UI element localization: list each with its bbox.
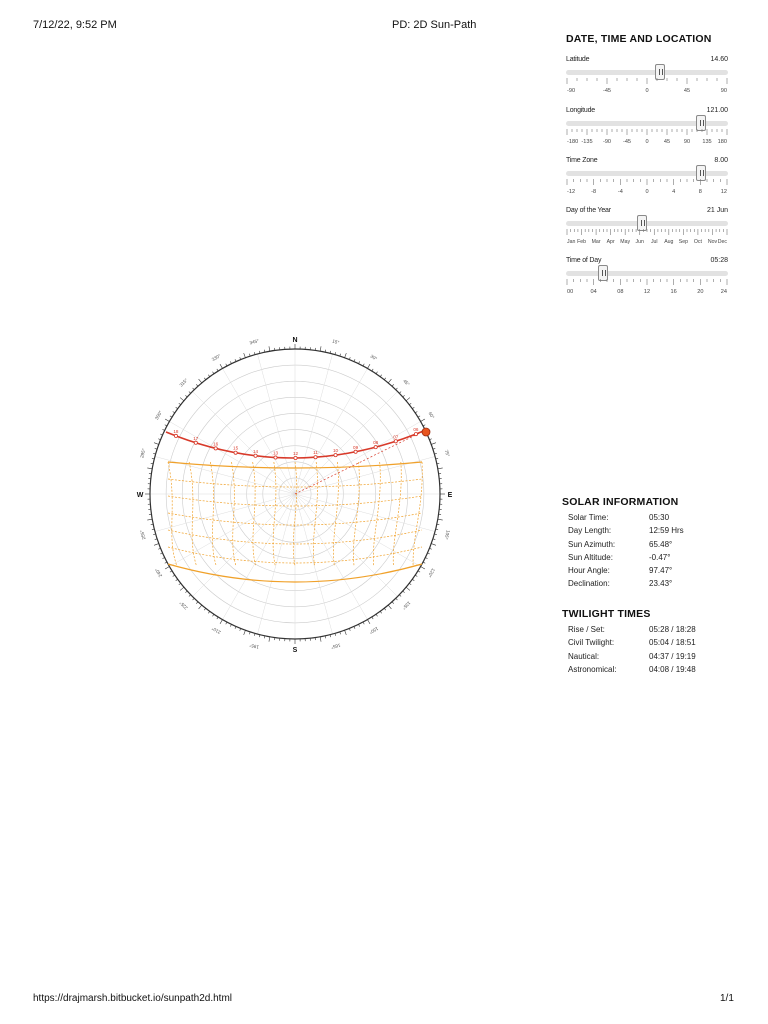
compass-tick — [180, 587, 184, 590]
compass-tick — [388, 605, 391, 609]
compass-tick — [244, 353, 246, 358]
row-label: Hour Angle: — [568, 566, 610, 576]
row-value: 04:08 / 19:48 — [649, 664, 696, 674]
slider-tick-label: 12 — [643, 289, 651, 295]
compass-tick — [199, 379, 202, 383]
footer-page-number: 1/1 — [720, 993, 734, 1004]
row-value: 05:28 / 18:28 — [649, 625, 696, 634]
slider-tick-label: 24 — [720, 289, 727, 295]
compass-tick — [396, 598, 398, 600]
slider-label: Latitude — [566, 56, 590, 63]
footer-url[interactable]: https://drajmarsh.bitbucket.io/sunpath2d.html — [33, 993, 232, 1004]
solar-info-row — [568, 553, 678, 566]
compass-tick — [399, 595, 401, 597]
compass-tick — [176, 579, 178, 580]
compass-tick — [403, 395, 405, 397]
hour-label: 17 — [193, 435, 199, 441]
slider-time-zone[interactable] — [566, 157, 728, 197]
slider-tick-label: 20 — [697, 289, 704, 295]
azimuth-line — [192, 391, 295, 494]
compass-tick — [244, 630, 246, 635]
slider-tick-label: 16 — [670, 289, 677, 295]
slider-tick-label: -45 — [602, 88, 612, 94]
compass-tick — [154, 443, 159, 445]
solar-info-row — [568, 566, 678, 579]
compass-tick — [213, 614, 214, 616]
hour-marker — [414, 432, 417, 435]
slider-tick-label: 4 — [672, 189, 676, 195]
compass-tick — [165, 419, 169, 422]
hour-marker — [354, 450, 357, 453]
slider-tick-label: Sep — [678, 239, 688, 245]
compass-tick — [415, 575, 417, 576]
azimuth-label: 315° — [178, 377, 189, 388]
compass-tick — [409, 403, 411, 405]
compass-tick — [345, 630, 347, 635]
compass-tick — [418, 416, 420, 417]
hour-line — [413, 462, 422, 566]
slider-tick-label: 12 — [720, 189, 727, 195]
twilight-row — [568, 638, 696, 651]
azimuth-label: 255° — [139, 529, 147, 541]
hour-marker — [394, 440, 397, 443]
row-value: 04:37 / 19:19 — [649, 651, 696, 661]
azimuth-label: 210° — [210, 625, 222, 635]
compass-tick — [384, 378, 386, 380]
row-value: 97.47° — [649, 566, 673, 576]
row-label: Rise / Set: — [568, 625, 605, 634]
compass-tick — [165, 567, 169, 570]
compass-tick — [170, 416, 172, 417]
solar-info-row — [568, 579, 678, 592]
compass-tick — [217, 369, 218, 371]
slider-latitude[interactable] — [566, 56, 728, 96]
slider-value: 21 Jun — [706, 207, 728, 214]
slider-tick-label: 00 — [567, 289, 574, 295]
slider-scale — [566, 279, 728, 297]
slider-track[interactable] — [566, 271, 728, 276]
solar-info-row — [568, 540, 678, 553]
compass-tick — [368, 620, 371, 624]
compass-tick — [399, 392, 401, 394]
row-label: Day Length: — [568, 526, 612, 536]
page-title: PD: 2D Sun-Path — [392, 19, 477, 31]
hour-label: 09 — [353, 444, 359, 450]
slider-tick-label: 0 — [645, 189, 649, 195]
hour-marker — [174, 434, 177, 437]
hour-label: 06 — [413, 427, 419, 433]
azimuth-label: 150° — [368, 625, 380, 635]
compass-tick — [388, 379, 391, 383]
compass-tick — [196, 602, 198, 604]
compass-tick — [409, 583, 411, 585]
slider-tick-label: Aug — [664, 239, 674, 245]
hour-label: 14 — [252, 448, 259, 454]
compass-tick — [403, 591, 405, 593]
compass-tick — [376, 614, 377, 616]
azimuth-label: 240° — [154, 567, 164, 579]
sun-marker-icon — [422, 428, 430, 436]
slider-tick-label: Nov — [707, 239, 718, 245]
slider-tick-label: Feb — [577, 239, 587, 245]
slider-tick-label: 08 — [617, 289, 624, 295]
slider-tick-label: 04 — [590, 289, 597, 295]
hour-marker — [254, 454, 257, 457]
slider-tick-label: 45 — [683, 88, 691, 94]
compass-tick — [392, 602, 394, 604]
compass-tick — [179, 583, 181, 585]
slider-label: Longitude — [566, 107, 595, 114]
azimuth-label: 225° — [178, 600, 189, 611]
compass-tick — [412, 407, 414, 408]
hour-label: 08 — [373, 440, 379, 446]
compass-tick — [217, 617, 218, 619]
compass-tick — [345, 353, 347, 358]
slider-tick-label: May — [620, 239, 631, 245]
compass-tick — [204, 608, 206, 610]
compass-tick — [220, 620, 223, 624]
slider-tick-label: Jun — [635, 239, 644, 245]
slider-scale — [566, 78, 728, 96]
slider-tick-label: 0 — [645, 88, 649, 94]
compass-tick — [372, 369, 373, 371]
compass-tick — [199, 605, 202, 609]
hour-marker — [234, 451, 237, 454]
row-label: Civil Twilight: — [568, 638, 615, 648]
azimuth-label: 195° — [248, 642, 260, 650]
slider-tick-label: -45 — [622, 139, 632, 145]
compass-north: N — [292, 337, 298, 344]
hour-line — [189, 462, 196, 566]
compass-tick — [320, 346, 321, 351]
azimuth-label: 135° — [401, 600, 412, 611]
slider-tick-label: Oct — [693, 239, 702, 245]
row-label: Declination: — [568, 579, 610, 589]
compass-tick — [193, 388, 195, 390]
azimuth-label: 330° — [210, 353, 222, 363]
compass-tick — [431, 443, 436, 445]
hour-marker — [314, 456, 317, 459]
compass-tick — [189, 595, 191, 597]
slider-tick-label: Dec — [717, 239, 727, 245]
solar-info-row — [568, 513, 678, 526]
slider-tick-label: 90 — [683, 139, 691, 145]
slider-tick-label: Mar — [591, 239, 601, 245]
solar-info-row — [568, 526, 684, 539]
slider-tick-label: -180 — [567, 139, 579, 145]
hour-line — [313, 462, 317, 566]
compass-south: S — [292, 647, 298, 654]
location-panel — [566, 33, 736, 45]
azimuth-label: 30° — [369, 353, 379, 362]
compass-tick — [208, 611, 209, 613]
azimuth-label: 105° — [443, 529, 451, 541]
hour-marker — [274, 456, 277, 459]
compass-tick — [180, 398, 184, 401]
compass-tick — [176, 407, 178, 408]
compass-tick — [147, 468, 152, 469]
slider-tick-label: -135 — [581, 139, 593, 145]
slider-tick-label: -90 — [602, 139, 612, 145]
slider-tick-label: Jan — [567, 239, 576, 245]
row-label: Nautical: — [568, 651, 600, 661]
compass-east: E — [447, 492, 453, 499]
compass-tick — [193, 598, 195, 600]
row-label: Solar Time: — [568, 513, 609, 522]
hour-label: 18 — [173, 428, 179, 434]
slider-tick-label: 180 — [717, 139, 727, 145]
sunpath-diagram[interactable] — [136, 330, 453, 655]
row-label: Sun Altitude: — [568, 552, 613, 562]
compass-tick — [185, 395, 187, 397]
azimuth-line — [292, 391, 398, 494]
compass-tick — [396, 388, 398, 390]
row-value: 12:59 Hrs — [649, 526, 684, 536]
compass-tick — [179, 403, 181, 405]
slider-tick-label: 135 — [702, 139, 712, 145]
compass-tick — [147, 519, 152, 520]
azimuth-label: 45° — [402, 378, 411, 387]
solar-info-title: SOLAR INFORMATION — [562, 496, 679, 508]
compass-tick — [173, 575, 175, 576]
slider-label: Time Zone — [566, 157, 598, 164]
slider-tick-label: -8 — [591, 189, 597, 195]
row-value: 65.48° — [649, 539, 673, 549]
azimuth-label: 75° — [443, 449, 451, 458]
solar-info-section — [562, 496, 684, 593]
row-value: 05:30 — [649, 513, 670, 522]
compass-tick — [213, 372, 214, 374]
hour-label: 13 — [272, 450, 279, 456]
compass-tick — [406, 398, 410, 401]
compass-tick — [269, 346, 270, 351]
slider-tick-label: 0 — [645, 139, 649, 145]
azimuth-line — [257, 354, 295, 494]
slider-track[interactable] — [566, 70, 728, 75]
hour-line — [210, 462, 216, 566]
compass-tick — [204, 378, 206, 380]
compass-tick — [196, 384, 198, 386]
slider-value: 14.60 — [710, 56, 728, 63]
location-panel-title: DATE, TIME AND LOCATION — [566, 33, 712, 45]
slider-value: 05:28 — [710, 257, 728, 264]
compass-tick — [269, 637, 270, 642]
hour-marker — [294, 456, 297, 459]
compass-tick — [380, 375, 381, 377]
hour-label: 15 — [233, 445, 239, 451]
azimuth-label: 300° — [154, 409, 164, 421]
slider-day-of-the-year[interactable] — [566, 207, 728, 247]
hour-line — [373, 462, 380, 566]
print-datetime: 7/12/22, 9:52 PM — [33, 19, 117, 31]
compass-tick — [154, 544, 159, 546]
row-value: -0.47° — [649, 552, 671, 562]
azimuth-label: 120° — [426, 567, 436, 579]
compass-tick — [392, 384, 394, 386]
slider-tick-label: -4 — [617, 189, 623, 195]
hour-marker — [374, 446, 377, 449]
compass-tick — [431, 544, 436, 546]
hour-label: 11 — [313, 450, 318, 456]
compass-tick — [418, 571, 420, 572]
compass-tick — [372, 617, 373, 619]
compass-west: W — [136, 492, 144, 499]
azimuth-line — [292, 354, 333, 494]
hour-marker — [334, 454, 337, 457]
twilight-title: TWILIGHT TIMES — [562, 608, 651, 620]
compass-tick — [189, 392, 191, 394]
compass-tick — [173, 412, 175, 413]
slider-tick-label: 8 — [698, 189, 702, 195]
compass-tick — [170, 571, 172, 572]
slider-tick-label: Jul — [650, 239, 658, 245]
compass-tick — [368, 364, 371, 368]
hour-label: 12 — [292, 451, 299, 456]
row-value: 23.43° — [649, 579, 673, 589]
hour-marker — [214, 447, 217, 450]
slider-longitude[interactable] — [566, 107, 728, 147]
compass-tick — [185, 591, 187, 593]
twilight-row — [568, 625, 696, 638]
hour-line — [333, 462, 338, 566]
compass-tick — [415, 412, 417, 413]
hour-line — [273, 462, 276, 566]
slider-value: 121.00 — [706, 107, 728, 114]
azimuth-label: 15° — [331, 338, 340, 346]
slider-tick-label: -12 — [567, 189, 576, 195]
compass-tick — [438, 468, 443, 469]
azimuth-label: 345° — [248, 338, 260, 346]
slider-scale — [566, 179, 728, 197]
compass-tick — [380, 611, 381, 613]
hour-label: 07 — [393, 434, 399, 440]
compass-tick — [376, 372, 377, 374]
slider-scale — [566, 129, 728, 147]
twilight-row — [568, 651, 696, 665]
hour-line — [253, 462, 256, 566]
azimuth-line — [257, 494, 295, 634]
row-label: Sun Azimuth: — [568, 539, 616, 549]
hour-label: 10 — [332, 448, 339, 454]
compass-tick — [384, 608, 386, 610]
slider-tick-label: 45 — [663, 139, 671, 145]
compass-tick — [406, 587, 410, 590]
slider-time-of-day[interactable] — [566, 257, 728, 297]
hour-line — [393, 462, 401, 566]
hour-marker — [194, 441, 197, 444]
azimuth-label: 165° — [330, 642, 342, 650]
row-label: Astronomical: — [568, 664, 617, 674]
sun-direction-line — [292, 430, 426, 494]
hour-label: 16 — [213, 441, 219, 447]
slider-label: Day of the Year — [566, 207, 611, 214]
compass-tick — [438, 519, 443, 520]
slider-scale — [566, 229, 728, 247]
azimuth-label: 60° — [427, 410, 436, 420]
slider-tick-label: Apr — [606, 239, 615, 245]
slider-label: Time of Day — [566, 257, 602, 264]
compass-tick — [421, 419, 425, 422]
azimuth-line — [295, 494, 333, 634]
compass-tick — [208, 375, 209, 377]
row-value: 05:04 / 18:51 — [649, 638, 696, 648]
slider-tick-label: -90 — [567, 88, 576, 94]
compass-tick — [412, 579, 414, 580]
slider-tick-label: 90 — [720, 88, 727, 94]
slider-value: 8.00 — [714, 157, 728, 164]
compass-tick — [220, 364, 223, 368]
compass-tick — [421, 567, 425, 570]
twilight-section — [562, 608, 696, 678]
compass-tick — [320, 637, 321, 642]
twilight-row — [568, 664, 696, 678]
azimuth-label: 285° — [139, 447, 147, 459]
